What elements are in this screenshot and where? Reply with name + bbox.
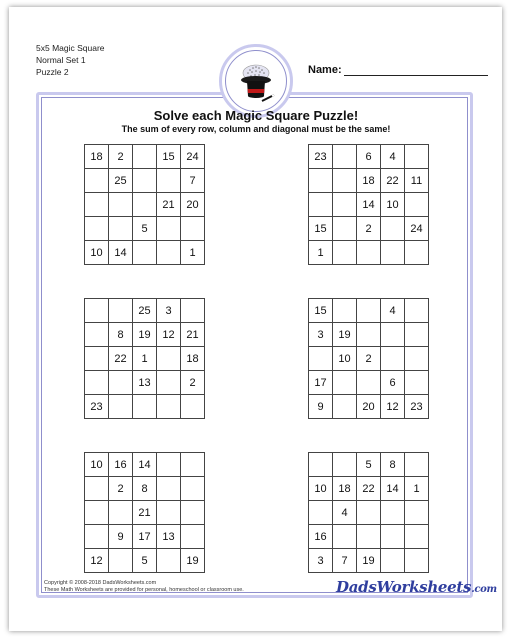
grid-cell [381, 323, 405, 347]
grid-cell [157, 501, 181, 525]
grid-cell [333, 453, 357, 477]
grid-cell [333, 145, 357, 169]
grid-cell: 12 [85, 549, 109, 573]
grid-cell: 2 [357, 217, 381, 241]
grid-cell: 6 [381, 371, 405, 395]
grid-cell: 8 [109, 323, 133, 347]
brand-tld: .com [471, 584, 497, 595]
grid-cell: 7 [333, 549, 357, 573]
grid-cell: 20 [181, 193, 205, 217]
set-label: Normal Set 1 [36, 55, 86, 65]
grid-cell [85, 323, 109, 347]
grid-row [85, 549, 205, 573]
grid-cell: 19 [181, 549, 205, 573]
grid-cell [357, 299, 381, 323]
grid-cell: 20 [357, 395, 381, 419]
grid-cell [85, 477, 109, 501]
grid-cell: 18 [181, 347, 205, 371]
grid-row [85, 145, 205, 169]
grid-cell: 24 [181, 145, 205, 169]
name-label: Name: [308, 64, 342, 76]
grid-cell: 9 [109, 525, 133, 549]
brand-logo[interactable] [336, 578, 497, 596]
grid-cell: 17 [133, 525, 157, 549]
grid-cell [109, 299, 133, 323]
grid-cell: 1 [405, 477, 429, 501]
usage-text: These Math Worksheets are provided for personal, homeschool or classroom use. [44, 587, 244, 593]
grid-row [85, 453, 205, 477]
grid-cell [133, 193, 157, 217]
grid-cell [181, 395, 205, 419]
grid-cell: 3 [157, 299, 181, 323]
grid-cell [309, 453, 333, 477]
grid-cell: 2 [357, 347, 381, 371]
grid-cell: 22 [381, 169, 405, 193]
grid-cell: 24 [405, 217, 429, 241]
grid-cell [133, 145, 157, 169]
grid-cell [309, 501, 333, 525]
grid-row [309, 395, 429, 419]
grid-cell: 1 [133, 347, 157, 371]
grid-cell [85, 525, 109, 549]
grid-row [85, 371, 205, 395]
grid-cell [157, 395, 181, 419]
grid-cell [85, 371, 109, 395]
grid-cell [309, 169, 333, 193]
grid-row [309, 525, 429, 549]
grid-cell: 16 [309, 525, 333, 549]
grid-cell: 1 [181, 241, 205, 265]
grid-row [309, 501, 429, 525]
grid-cell [381, 347, 405, 371]
grid-cell: 12 [157, 323, 181, 347]
grid-cell [309, 193, 333, 217]
grid-cell [405, 371, 429, 395]
grid-row [309, 169, 429, 193]
grid-cell: 14 [133, 453, 157, 477]
grid-row [85, 217, 205, 241]
grid-cell: 4 [381, 145, 405, 169]
grid-cell [181, 217, 205, 241]
grid-cell [333, 395, 357, 419]
grid-cell [85, 217, 109, 241]
grid-cell: 13 [133, 371, 157, 395]
grid-cell [405, 347, 429, 371]
grid-cell [405, 193, 429, 217]
grid-cell [405, 501, 429, 525]
grid-cell: 7 [181, 169, 205, 193]
grid-cell: 14 [357, 193, 381, 217]
grid-row [309, 323, 429, 347]
grid-cell [333, 241, 357, 265]
instructions-subtitle: The sum of every row, column and diagonal must be the same! [121, 124, 391, 134]
grid-cell: 4 [333, 501, 357, 525]
magic-square-6 [308, 452, 429, 573]
grid-cell: 18 [333, 477, 357, 501]
grid-cell [357, 323, 381, 347]
grid-cell [157, 217, 181, 241]
grid-cell [133, 169, 157, 193]
grid-cell: 19 [357, 549, 381, 573]
grid-cell [181, 501, 205, 525]
grid-cell [405, 145, 429, 169]
grid-cell [405, 241, 429, 265]
grid-cell [85, 347, 109, 371]
grid-cell: 8 [133, 477, 157, 501]
grid-cell: 6 [357, 145, 381, 169]
grid-row [309, 347, 429, 371]
grid-cell [405, 323, 429, 347]
grid-cell: 8 [381, 453, 405, 477]
grid-cell [109, 217, 133, 241]
worksheet-meta [36, 42, 105, 78]
grid-cell [157, 169, 181, 193]
badge-inner-ring [225, 50, 287, 112]
grid-row [309, 241, 429, 265]
worksheet-title: 5x5 Magic Square [36, 43, 105, 53]
grid-cell: 10 [85, 241, 109, 265]
grid-cell [405, 453, 429, 477]
grid-cell: 18 [357, 169, 381, 193]
grid-cell [381, 525, 405, 549]
name-field [308, 64, 488, 76]
grid-cell: 9 [309, 395, 333, 419]
grid-row [85, 323, 205, 347]
grid-cell: 10 [309, 477, 333, 501]
grid-cell: 5 [357, 453, 381, 477]
grid-cell: 2 [109, 477, 133, 501]
brand-name: DadsWorksheets [336, 578, 472, 596]
grid-row [309, 217, 429, 241]
magic-square-2 [308, 144, 429, 265]
grid-cell: 3 [309, 323, 333, 347]
grid-cell: 22 [357, 477, 381, 501]
grid-row [309, 453, 429, 477]
grid-cell [381, 217, 405, 241]
grid-cell [333, 193, 357, 217]
grid-cell [85, 299, 109, 323]
grid-cell: 16 [109, 453, 133, 477]
grid-cell: 22 [109, 347, 133, 371]
magic-hat-icon [226, 51, 286, 111]
footer-notes [44, 580, 244, 594]
grid-cell: 23 [405, 395, 429, 419]
grid-row [309, 549, 429, 573]
badge [219, 44, 293, 118]
grid-cell [181, 453, 205, 477]
grid-cell: 5 [133, 217, 157, 241]
grid-cell [381, 501, 405, 525]
grid-cell: 19 [133, 323, 157, 347]
grid-row [309, 477, 429, 501]
grid-cell: 10 [381, 193, 405, 217]
grid-cell [157, 371, 181, 395]
grid-cell [109, 193, 133, 217]
grid-cell: 15 [309, 217, 333, 241]
grid-cell [109, 395, 133, 419]
grid-cell [357, 371, 381, 395]
grid-row [85, 169, 205, 193]
grid-cell: 19 [333, 323, 357, 347]
magic-square-4 [308, 298, 429, 419]
grid-cell [133, 395, 157, 419]
grid-row [85, 299, 205, 323]
grid-row [309, 299, 429, 323]
grid-row [309, 193, 429, 217]
grid-cell: 2 [181, 371, 205, 395]
grid-cell [381, 241, 405, 265]
puzzle-label: Puzzle 2 [36, 67, 69, 77]
grid-cell: 15 [157, 145, 181, 169]
grid-cell: 13 [157, 525, 181, 549]
grid-cell [333, 525, 357, 549]
grid-cell: 25 [109, 169, 133, 193]
grid-cell [181, 525, 205, 549]
grid-cell [157, 477, 181, 501]
magic-square-5 [84, 452, 205, 573]
grid-cell: 15 [309, 299, 333, 323]
grid-cell [333, 299, 357, 323]
grid-cell [181, 477, 205, 501]
grid-row [309, 145, 429, 169]
grid-cell [109, 371, 133, 395]
grid-cell [85, 193, 109, 217]
name-line [344, 65, 488, 76]
grid-cell: 11 [405, 169, 429, 193]
grid-cell [133, 241, 157, 265]
grid-cell: 5 [133, 549, 157, 573]
grid-cell [405, 525, 429, 549]
grid-row [85, 395, 205, 419]
instructions-title: Solve each Magic Square Puzzle! [153, 108, 359, 123]
grid-cell [157, 549, 181, 573]
copyright-text: Copyright © 2008-2018 DadsWorksheets.com [44, 580, 157, 586]
grid-row [85, 501, 205, 525]
grid-cell [157, 453, 181, 477]
grid-cell [381, 549, 405, 573]
grid-cell: 21 [133, 501, 157, 525]
grid-cell: 1 [309, 241, 333, 265]
grid-cell [405, 549, 429, 573]
grid-cell: 10 [85, 453, 109, 477]
grid-row [85, 193, 205, 217]
grid-row [85, 241, 205, 265]
grid-cell [181, 299, 205, 323]
grid-cell: 21 [157, 193, 181, 217]
grid-cell: 23 [309, 145, 333, 169]
grid-cell: 21 [181, 323, 205, 347]
grid-cell [357, 241, 381, 265]
grid-cell [357, 525, 381, 549]
grid-cell: 10 [333, 347, 357, 371]
magic-square-1 [84, 144, 205, 265]
grid-cell: 17 [309, 371, 333, 395]
grid-cell [157, 241, 181, 265]
grid-cell [109, 501, 133, 525]
grid-cell: 23 [85, 395, 109, 419]
grid-cell [109, 549, 133, 573]
grid-row [309, 371, 429, 395]
grid-cell: 18 [85, 145, 109, 169]
grid-cell [333, 217, 357, 241]
grid-cell: 4 [381, 299, 405, 323]
grid-cell [85, 169, 109, 193]
magic-square-3 [84, 298, 205, 419]
grid-cell: 14 [109, 241, 133, 265]
grid-cell [357, 501, 381, 525]
grid-cell: 12 [381, 395, 405, 419]
grid-cell [333, 169, 357, 193]
grid-cell: 14 [381, 477, 405, 501]
grid-cell [85, 501, 109, 525]
grid-row [85, 477, 205, 501]
grid-cell [333, 371, 357, 395]
grid-cell [157, 347, 181, 371]
grid-cell: 3 [309, 549, 333, 573]
grid-cell [405, 299, 429, 323]
grid-row [85, 525, 205, 549]
grid-cell [309, 347, 333, 371]
grid-cell: 2 [109, 145, 133, 169]
grid-cell: 25 [133, 299, 157, 323]
grid-row [85, 347, 205, 371]
